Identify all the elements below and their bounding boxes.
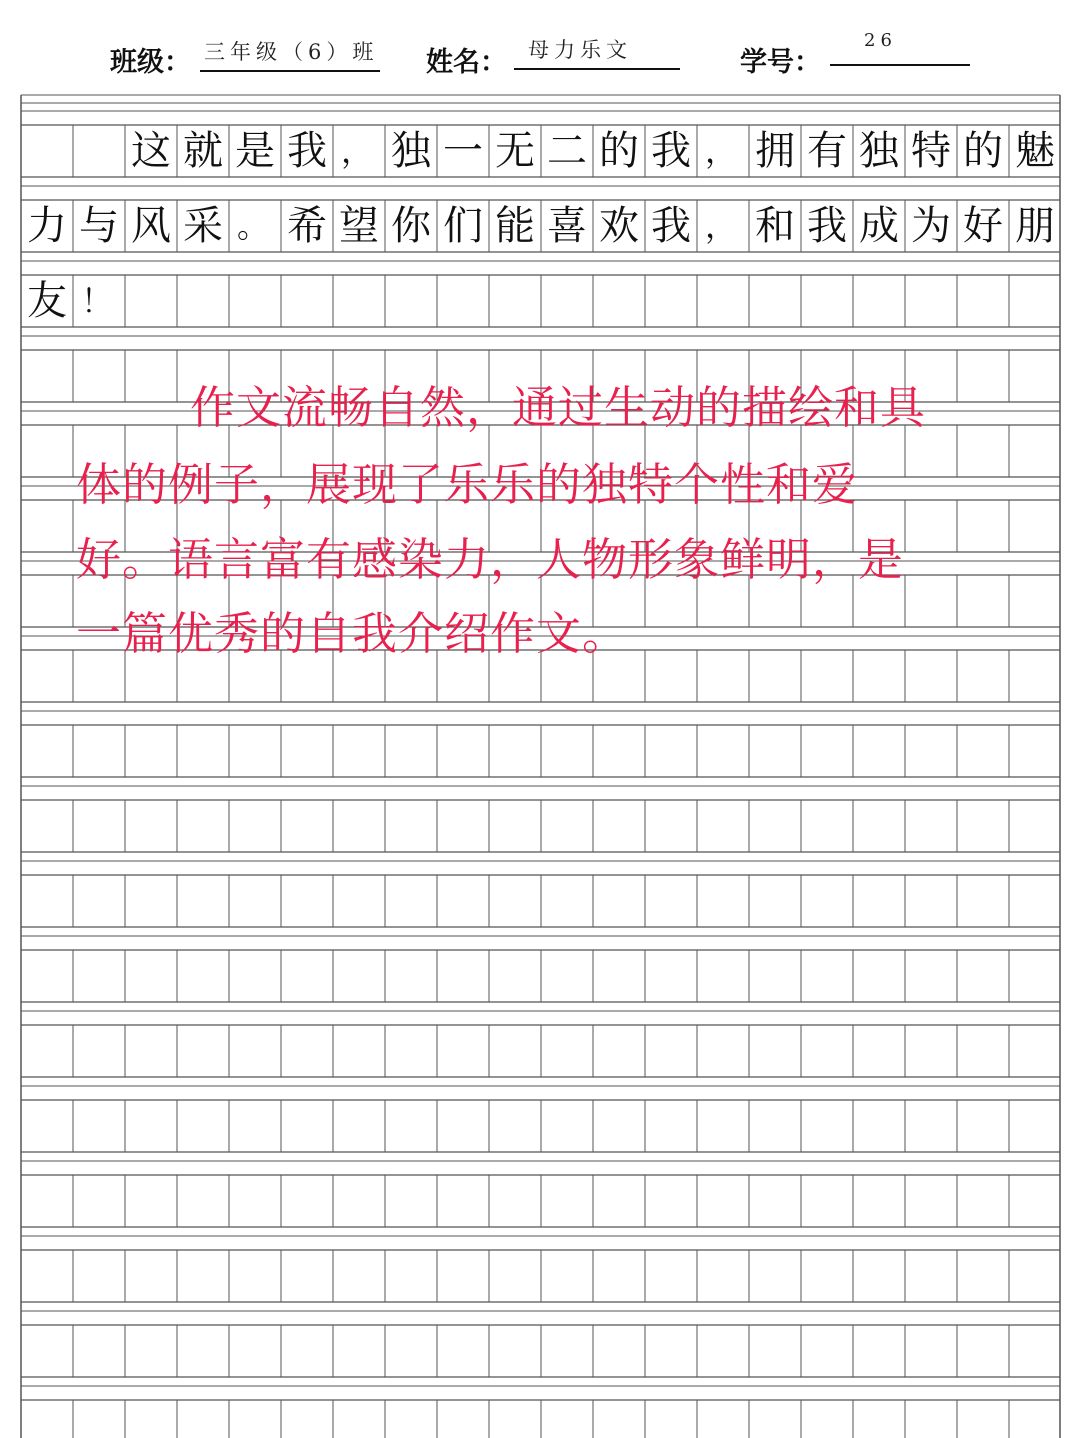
essay-character: 力 bbox=[27, 203, 67, 249]
essay-character: 你 bbox=[391, 203, 431, 249]
class-label: 班级： bbox=[110, 47, 191, 78]
essay-character: 无 bbox=[495, 128, 535, 174]
essay-character: 友 bbox=[27, 278, 67, 324]
essay-character: ！ bbox=[81, 282, 114, 320]
essay-character: 风 bbox=[131, 203, 171, 249]
essay-character: ， bbox=[705, 207, 738, 245]
essay-character: 二 bbox=[547, 128, 587, 174]
essay-character: 成 bbox=[859, 203, 899, 249]
essay-character: 是 bbox=[235, 128, 275, 174]
essay-character: 独 bbox=[391, 128, 431, 174]
essay-character: 为 bbox=[911, 203, 951, 249]
essay-character: 欢 bbox=[599, 203, 639, 249]
essay-character: 特 bbox=[911, 128, 951, 174]
student-id-value: 26 bbox=[830, 30, 970, 66]
essay-character: 魅 bbox=[1015, 128, 1055, 174]
student-id-label: 学号： bbox=[740, 47, 821, 78]
essay-character: 希 bbox=[287, 203, 327, 249]
essay-character: 喜 bbox=[547, 203, 587, 249]
name-value: 母力乐文 bbox=[514, 34, 680, 70]
essay-character: 与 bbox=[79, 203, 119, 249]
comment-line: 作文流畅自然，通过生动的描绘和具 bbox=[190, 381, 927, 434]
essay-character: 采 bbox=[183, 203, 223, 249]
essay-character: 这 bbox=[131, 128, 171, 174]
essay-character: ， bbox=[341, 132, 374, 170]
essay-character: 一 bbox=[443, 128, 483, 174]
comment-line: 一篇优秀的自我介绍作文。 bbox=[76, 607, 629, 660]
comment-line: 体的例子，展现了乐乐的独特个性和爱 bbox=[76, 458, 859, 511]
essay-character: 就 bbox=[183, 128, 223, 174]
essay-character: 的 bbox=[963, 128, 1003, 174]
comment-line: 好。语言富有感染力，人物形象鲜明，是 bbox=[76, 533, 905, 586]
essay-character: 我 bbox=[651, 203, 691, 249]
essay-character: 望 bbox=[339, 203, 379, 249]
essay-character: ， bbox=[705, 132, 738, 170]
essay-character: 的 bbox=[599, 128, 639, 174]
essay-character: 我 bbox=[807, 203, 847, 249]
essay-character: 好 bbox=[963, 203, 1003, 249]
essay-character: 们 bbox=[443, 203, 483, 249]
class-value: 三年级（6）班 bbox=[200, 36, 380, 72]
name-label: 姓名： bbox=[426, 47, 507, 78]
essay-character: 拥 bbox=[755, 128, 795, 174]
essay-character: 我 bbox=[651, 128, 691, 174]
essay-character: 独 bbox=[859, 128, 899, 174]
essay-character: 。 bbox=[237, 207, 270, 245]
essay-character: 我 bbox=[287, 128, 327, 174]
essay-character: 和 bbox=[755, 203, 795, 249]
essay-character: 能 bbox=[495, 203, 535, 249]
essay-character: 有 bbox=[807, 128, 847, 174]
essay-character: 朋 bbox=[1015, 203, 1055, 249]
